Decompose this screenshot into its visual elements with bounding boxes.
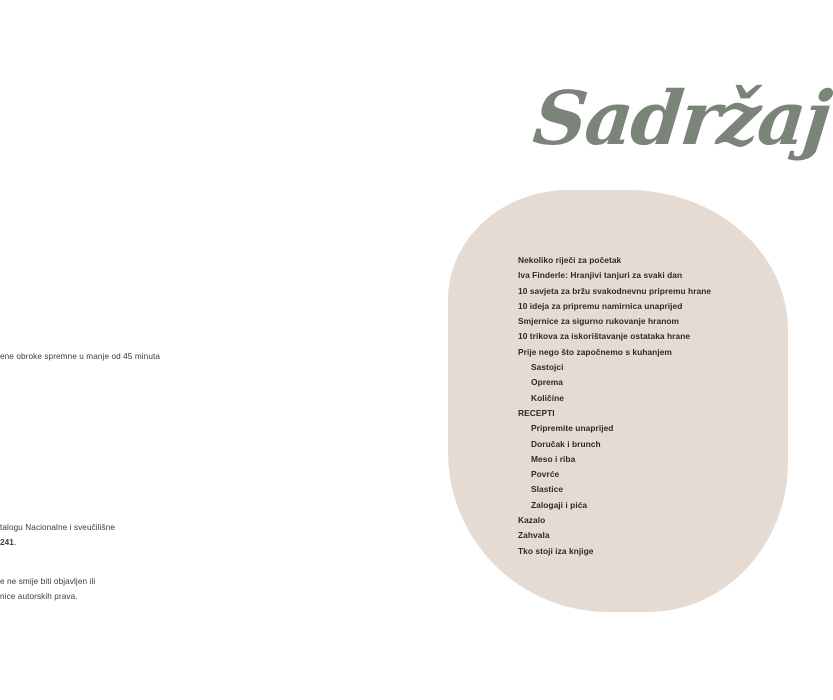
toc-item[interactable]: Povrće [531,469,560,480]
toc-item[interactable]: Zahvala [518,530,550,541]
toc-item[interactable]: Slastice [531,484,564,495]
toc-item[interactable]: Oprema [531,377,563,388]
left-page-text-line: talogu Nacionalne i sveučilišne [0,523,116,532]
toc-item[interactable]: Nekoliko riječi za početak [518,255,622,265]
table-of-contents [518,253,711,559]
toc-item[interactable]: Kazalo [518,515,546,526]
toc-item[interactable]: 10 ideja za pripremu namirnica unaprijed [518,300,683,311]
toc-item[interactable]: Tko stoji iza knjige [518,545,594,556]
toc-item[interactable]: Pripremite unaprijed [531,423,614,434]
left-page [0,0,350,700]
toc-item[interactable]: Sastojci [531,362,564,373]
left-page-text-line: e ne smije biti objavljen ili [0,577,96,586]
left-page-text-line: ene obroke spremne u manje od 45 minuta [0,352,161,361]
toc-item[interactable]: Prije nego što započnemo s kuhanjem [518,346,672,357]
toc-item[interactable]: RECEPTI [518,407,555,418]
toc-item[interactable]: 10 savjeta za bržu svakodnevnu pripremu hrane [518,285,712,296]
toc-item[interactable]: Meso i riba [531,453,576,464]
page-title: Sadržaj [529,76,833,162]
toc-item[interactable]: Doručak i brunch [531,438,601,449]
left-page-number-suffix: . [13,538,17,547]
left-page-isbn-line [0,538,16,547]
toc-item[interactable]: Iva Finderle: Hranjivi tanjuri za svaki dan [518,270,683,281]
left-page-text-line: nice autorskih prava. [0,592,78,601]
toc-item[interactable]: Količine [531,392,564,403]
toc-item[interactable]: Zalogaji i pića [531,499,588,510]
toc-item[interactable]: Smjernice za sigurno rukovanje hranom [518,316,680,327]
left-page-number: 241 [0,538,14,547]
toc-item[interactable]: 10 trikova za iskorištavanje ostataka hrane [518,331,691,342]
